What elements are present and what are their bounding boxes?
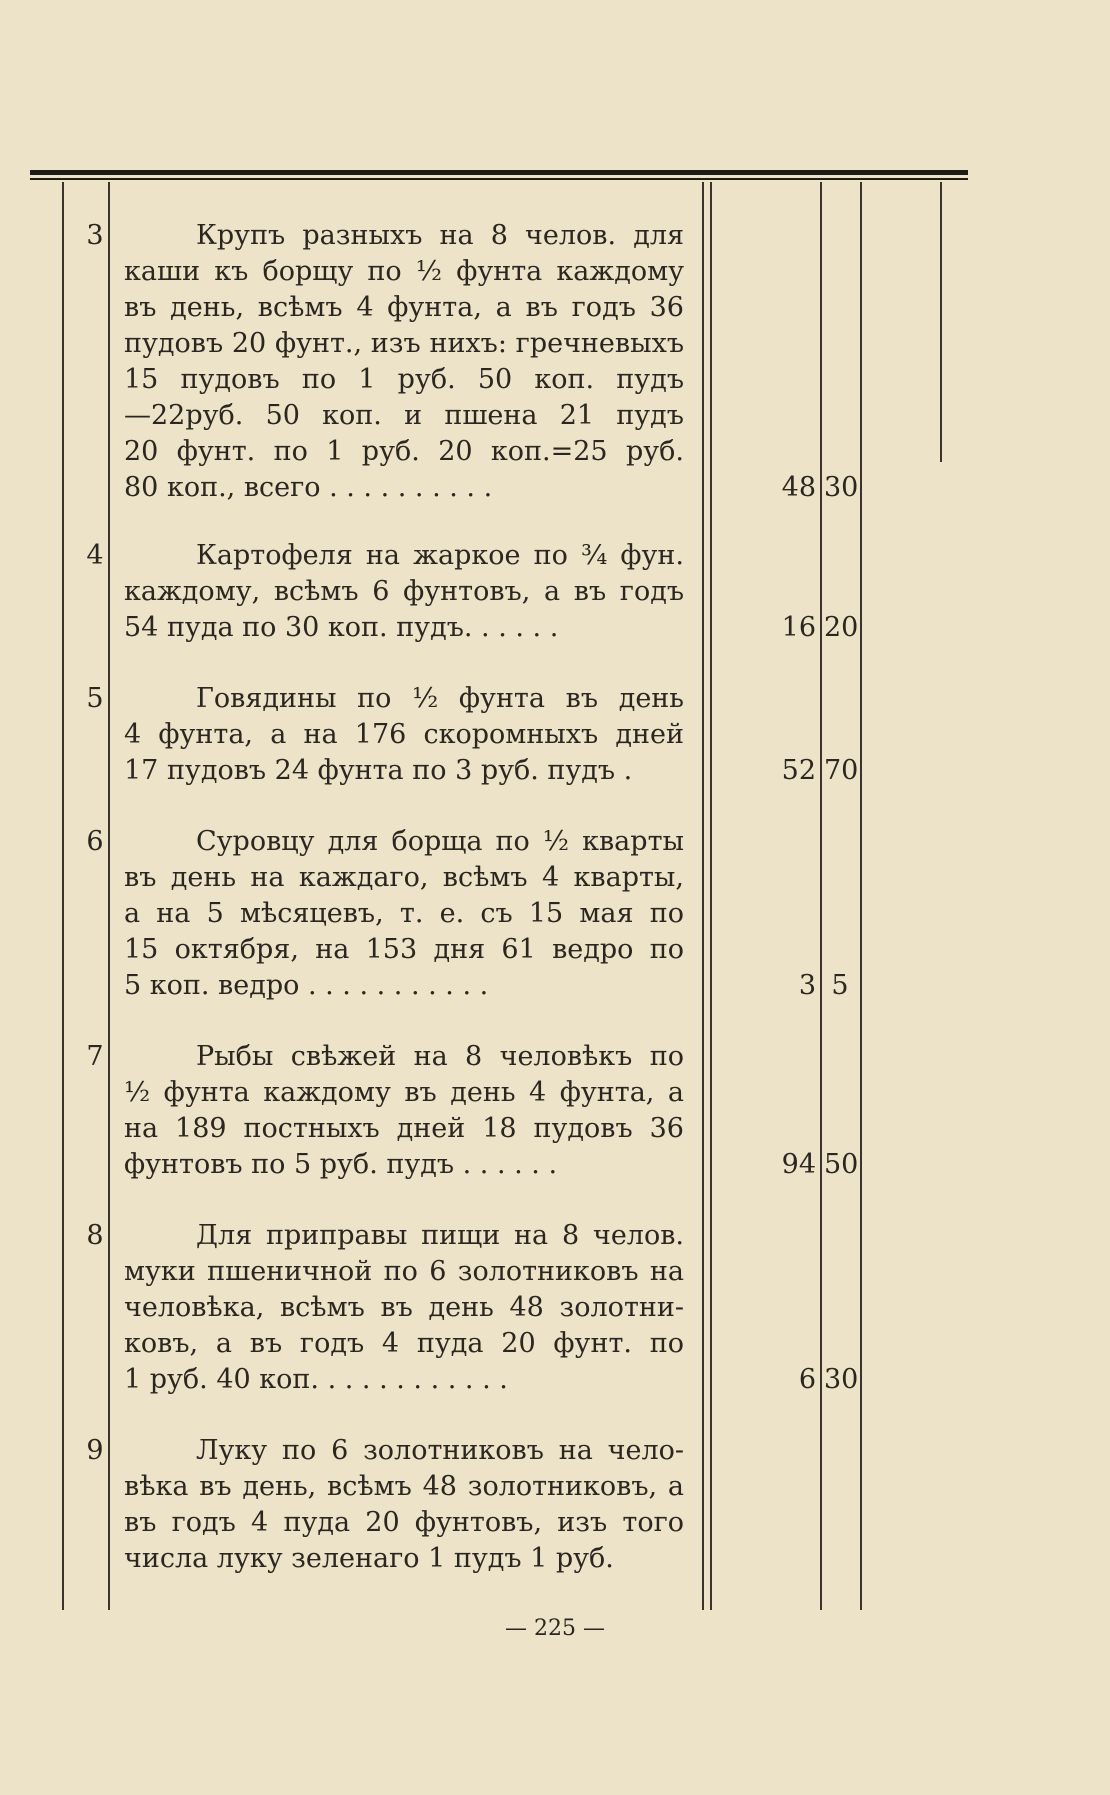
column-line-left	[62, 182, 64, 1610]
column-line-num	[108, 182, 110, 1610]
column-line-kop-right	[860, 182, 862, 1610]
entry-number: 6	[86, 826, 104, 857]
entry-line: Суровцу для борща по ½ кварты	[196, 826, 684, 857]
entry-line: въ день на каждаго, всѣмъ 4 кварты,	[124, 862, 684, 893]
column-line-right	[940, 182, 942, 462]
entry-line: Рыбы свѣжей на 8 человѣкъ по	[196, 1041, 684, 1072]
entry-line: Для приправы пищи на 8 челов.	[196, 1220, 684, 1251]
entry-line: а на 5 мѣсяцевъ, т. е. съ 15 мая по	[124, 898, 684, 929]
amount-rubles: 16	[781, 612, 816, 643]
entry-text	[124, 538, 684, 646]
entry-line: фунтовъ по 5 руб. пудъ . . . . . .	[124, 1149, 558, 1180]
amount-kopecks: 20	[824, 612, 859, 643]
entry-line: 80 коп., всего . . . . . . . . . .	[124, 472, 493, 503]
entry-text	[124, 681, 684, 789]
entry-line: Картофеля на жаркое по ¾ фун.	[196, 540, 684, 571]
entry-line: 20 фунт. по 1 руб. 20 коп.=25 руб.	[124, 436, 684, 467]
entry-line: 15 октября, на 153 дня 61 ведро по	[124, 934, 684, 965]
entry-line: въ годъ 4 пуда 20 фунтовъ, изъ того	[124, 1507, 684, 1538]
amount-kopecks: 30	[824, 1364, 859, 1395]
entry-line: 5 коп. ведро . . . . . . . . . . .	[124, 970, 489, 1001]
entry-number: 3	[86, 220, 104, 251]
top-rule-thin	[30, 178, 968, 180]
amount-rubles: 6	[798, 1364, 816, 1395]
column-line-sum-left	[710, 182, 712, 1610]
entry-line: ковъ, а въ годъ 4 пуда 20 фунт. по	[124, 1328, 684, 1359]
amount-kopecks: 30	[824, 472, 859, 503]
entry-line: человѣка, всѣмъ въ день 48 золотни-	[124, 1292, 684, 1323]
entry-line: Крупъ разныхъ на 8 челов. для	[196, 220, 684, 251]
entry-line: вѣка въ день, всѣмъ 48 золотниковъ, а	[124, 1471, 684, 1502]
entry-number: 4	[86, 540, 104, 571]
top-rule-thick	[30, 170, 968, 175]
amount-rubles: 48	[781, 472, 816, 503]
entry-line: каждому, всѣмъ 6 фунтовъ, а въ годъ	[124, 576, 684, 607]
amount-rubles: 3	[798, 970, 816, 1001]
entry-line: ½ фунта каждому въ день 4 фунта, а	[124, 1077, 684, 1108]
amount-kopecks: 70	[824, 755, 859, 786]
entry-text	[124, 824, 684, 1004]
amount-rubles: 52	[781, 755, 816, 786]
entry-number: 8	[86, 1220, 104, 1251]
column-line-rub-kop	[820, 182, 822, 1610]
entry-line: 15 пудовъ по 1 руб. 50 коп. пудъ	[124, 364, 684, 395]
amount-rubles: 94	[781, 1149, 816, 1180]
entry-text	[124, 1433, 684, 1577]
amount-kopecks: 5	[831, 970, 849, 1001]
entry-line: 17 пудовъ 24 фунта по 3 руб. пудъ .	[124, 755, 633, 786]
entry-number: 9	[86, 1435, 104, 1466]
entry-text	[124, 1218, 684, 1398]
entry-number: 5	[86, 683, 104, 714]
entry-line: —22руб. 50 коп. и пшена 21 пудъ	[124, 400, 684, 431]
entry-line: 54 пуда по 30 коп. пудъ. . . . . .	[124, 612, 559, 643]
entry-number: 7	[86, 1041, 104, 1072]
entry-line: каши къ борщу по ½ фунта каждому	[124, 256, 684, 287]
entry-line: на 189 постныхъ дней 18 пудовъ 36	[124, 1113, 684, 1144]
entry-line: числа луку зеленаго 1 пудъ 1 руб.	[124, 1543, 614, 1574]
page-number: — 225 —	[505, 1616, 605, 1641]
entry-text	[124, 218, 684, 506]
entry-text	[124, 1039, 684, 1183]
entry-line: 1 руб. 40 коп. . . . . . . . . . . .	[124, 1364, 508, 1395]
column-line-text-right	[702, 182, 704, 1610]
entry-line: пудовъ 20 фунт., изъ нихъ: гречневыхъ	[124, 328, 684, 359]
entry-line: муки пшеничной по 6 золотниковъ на	[124, 1256, 684, 1287]
entry-line: Говядины по ½ фунта въ день	[196, 683, 684, 714]
entry-line: 4 фунта, а на 176 скоромныхъ дней	[124, 719, 684, 750]
amount-kopecks: 50	[824, 1149, 859, 1180]
entry-line: въ день, всѣмъ 4 фунта, а въ годъ 36	[124, 292, 684, 323]
entry-line: Луку по 6 золотниковъ на чело-	[196, 1435, 684, 1466]
